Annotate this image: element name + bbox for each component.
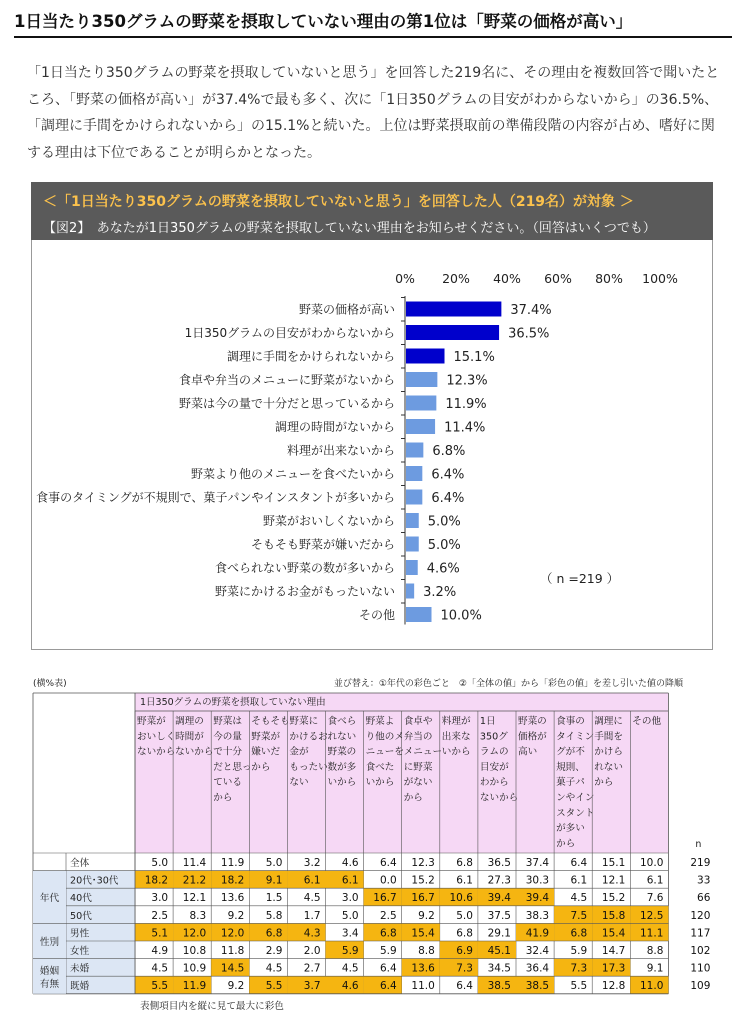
column-header-text: 数が多 [327,761,357,773]
bar [406,325,499,340]
table-cell: 6.1 [646,874,664,887]
table-cell: 9.2 [418,909,435,922]
column-header-text: グが不 [556,746,585,758]
table-cell: 38.3 [525,909,550,922]
table-cell: 5.5 [570,980,588,993]
data-label: 3.2% [423,585,457,600]
table-cell: 6.8 [456,927,473,940]
column-header-text: 料理が [441,716,471,727]
table-cell: 4.6 [341,857,359,869]
bar [406,513,419,528]
table-cell: 9.2 [227,909,245,922]
x-tick-label: 20% [442,271,470,286]
table-cell: 3.7 [303,980,321,993]
figure-target: ＜「1日当たり350グラムの野菜を摂取していないと思う」を回答した人（219名）が対象 ＞ [43,194,634,210]
column-header-text: その他 [632,716,662,727]
column-header-text: ンやイン [556,792,595,804]
table-cell: 39.4 [525,892,550,905]
table-cell: 9.2 [227,980,245,993]
n-cell: 117 [690,927,711,940]
column-header-text: に野菜 [403,761,433,773]
table-cell: 5.0 [151,857,169,869]
table-cell: 11.9 [182,980,207,993]
x-tick-label: 60% [544,271,572,286]
column-header-text: ラムの [479,746,509,758]
category-label: その他 [358,608,395,622]
table-cell: 7.3 [456,962,473,975]
category-label: 調理に手間をかけられないから [226,349,395,364]
column-header-text: 1日 [479,716,496,727]
table-group-header: 1日350グラムの野菜を摂取していない理由 [140,697,326,708]
table-cell: 6.1 [341,874,359,887]
category-label: 野菜より他のメニューを食べたいから [190,467,395,481]
column-header-text: 食べた [365,761,395,773]
bar [406,537,419,552]
table-cell: 37.5 [487,909,511,922]
data-label: 11.4% [444,420,486,436]
column-header-text: で十分 [213,746,242,758]
column-header-text: 今の量 [213,731,242,743]
table-cell: 2.7 [303,962,321,975]
table-cell: 38.5 [487,980,511,993]
table-cell: 6.8 [570,927,588,940]
table-cell: 11.4 [182,857,207,869]
table-cell: 41.9 [525,927,550,940]
table-cell: 12.0 [220,927,245,940]
group-label: 性別 [39,937,60,948]
bar [406,607,432,622]
column-header-text: から [403,792,423,804]
row-label: 男性 [70,928,90,940]
table-cell: 15.2 [411,874,435,887]
table-cell: 30.3 [525,874,550,887]
column-header-text: から [251,761,271,773]
column-header-text: 調理の [175,716,204,727]
column-header-text: 金が [289,746,309,758]
table-cell: 6.9 [456,945,473,957]
table-cell: 36.5 [487,857,511,869]
table-cell: 16.7 [373,892,397,905]
bar [406,372,437,387]
table-cell: 18.2 [220,874,245,887]
table-cell: 10.8 [182,945,207,957]
unit-note: (横%表) [33,679,67,689]
table-cell: 12.1 [182,892,207,905]
data-label: 6.4% [431,467,465,483]
column-header-text: 高い [518,746,538,758]
table-cell: 12.8 [601,980,626,993]
table-cell: 7.6 [646,892,664,905]
table-cell: 8.3 [189,909,207,922]
table-cell: 6.8 [379,927,397,940]
table-cell: 5.5 [151,980,169,993]
table-cell: 2.9 [265,945,283,957]
column-header-text: 価格が [518,731,547,743]
table-cell: 5.0 [341,909,359,922]
table-cell: 12.3 [411,857,435,869]
column-header-text: ニューを [365,746,404,758]
table-cell: 45.1 [487,945,511,957]
table-cell: 2.5 [379,909,397,922]
column-header-text: いから [365,777,395,789]
column-header-text: いから [327,777,357,789]
table-cell: 12.5 [640,909,664,922]
column-header-text: 調理に [594,716,623,727]
table-cell: 5.0 [456,909,473,922]
column-header-text: 野菜は [213,716,242,727]
data-label: 10.0% [440,608,482,624]
table-cell: 32.4 [525,945,550,957]
n-note: （ n =219 ） [540,571,620,586]
table-cell: 8.8 [646,945,664,957]
sort-note: 並び替え：①年代の彩色ごと ②「全体の値」から「彩色の値」を差し引いた値の降順 [333,679,683,689]
category-label: 野菜がおいしくないから [262,514,395,528]
column-header-text: だと思っ [213,761,252,773]
bar [406,396,436,411]
table-cell: 6.4 [570,857,588,869]
column-header-text: がない [403,777,433,789]
group-label: 年代 [39,893,60,904]
column-header-text: おいしく [137,731,176,743]
category-label: 野菜は今の量で十分だと思っているから [178,396,395,411]
table-cell: 12.0 [182,927,207,940]
table-cell: 11.9 [220,857,245,869]
table-cell: 39.4 [487,892,511,905]
category-label: 調理の時間がないから [274,420,395,434]
table-cell: 4.5 [341,962,359,975]
n-cell: 66 [697,892,711,905]
headline: 1日当たり350グラムの野菜を摂取していない理由の第1位は「野菜の価格が高い」 [14,8,732,38]
column-header-text: が多い [556,823,585,835]
category-label: 野菜にかけるお金がもったいない [214,584,395,599]
table-cell: 4.6 [341,980,359,993]
column-header-text: 目安が [479,761,509,773]
data-label: 11.9% [445,397,487,412]
table-cell: 4.3 [303,927,321,940]
table-cell: 7.3 [570,962,588,975]
bar [406,443,423,458]
column-header-text: わから [479,777,509,789]
table-cell: 1.5 [265,892,283,905]
table-cell: 5.0 [265,857,283,869]
column-header-text: 手間を [594,731,623,743]
data-label: 15.1% [453,350,495,365]
column-header-text: 弁当の [403,731,433,743]
column-header-text: 野菜よ [365,716,395,727]
table-cell: 15.4 [411,927,435,940]
category-label: そもそも野菜が嫌いだから [250,537,395,552]
column-header-text: 野菜の [518,716,547,727]
table-cell: 2.5 [151,909,169,922]
data-label: 5.0% [427,538,461,553]
table-cell: 13.6 [411,962,435,975]
x-tick-label: 40% [493,271,521,286]
data-label: 4.6% [426,561,460,577]
column-header-text: ないから [137,746,176,758]
column-header-text: れない [594,761,623,773]
table-cell: 3.2 [303,857,321,869]
column-header-text: から [556,838,576,850]
bar [406,466,422,481]
bar [406,302,501,317]
n-cell: 219 [690,857,711,869]
row-label: 全体 [70,858,90,869]
bar [406,349,445,364]
n-cell: 120 [690,909,711,922]
table-cell: 6.4 [379,857,397,869]
bar [406,584,414,599]
group-label: 婚姻 [39,966,60,978]
column-header-text: 食事の [556,716,585,727]
table-cell: 18.2 [144,874,169,887]
x-tick-label: 100% [642,271,678,286]
table-cell: 4.9 [151,945,169,957]
table-cell: 36.4 [525,962,550,975]
category-label: 1日350グラムの目安がわからないから [184,326,395,340]
table-cell: 9.1 [265,874,283,887]
table-cell: 4.5 [265,962,283,975]
n-column-header: n [695,839,702,850]
n-cell: 102 [690,945,711,957]
row-label: 40代 [70,893,92,905]
n-cell: 109 [690,980,711,993]
data-label: 37.4% [510,303,552,318]
table-cell: 3.0 [151,892,169,905]
column-header-text: から [213,792,233,804]
column-header-text: 嫌いだ [251,746,281,758]
table-cell: 38.5 [525,980,550,993]
table-cell: 1.7 [303,909,321,922]
table-cell: 21.2 [182,874,207,887]
column-header-text: ない [289,777,309,789]
table-cell: 4.5 [570,892,588,905]
table-cell: 6.4 [379,962,397,975]
column-header-text: 350グ [479,731,508,743]
table-cell: 11.0 [640,980,664,993]
table-cell: 34.5 [487,962,511,975]
table-cell: 5.9 [570,945,588,957]
table-cell: 9.1 [646,962,664,975]
table-cell: 29.1 [487,927,511,940]
column-header-text: れない [327,731,357,743]
column-header-text: 菓子パ [556,777,585,789]
column-header-text: ないから [175,746,214,758]
table-cell: 6.8 [456,857,473,869]
row-label: 女性 [70,946,90,957]
table-cell: 4.5 [151,962,169,975]
table-cell: 10.0 [640,857,664,869]
table-cell: 6.8 [265,927,283,940]
table-cell: 10.9 [182,962,207,975]
column-header-text: いから [441,746,471,758]
column-header-text: 食べら [327,716,357,727]
table-cell: 15.8 [601,909,626,922]
column-header-text: 野菜が [137,716,166,727]
column-header-text: 野菜が [251,731,281,743]
category-label: 食べられない野菜の数が多いから [214,561,395,575]
bar [406,490,422,505]
table-cell: 15.2 [601,892,626,905]
table-cell: 14.5 [220,962,245,975]
table-cell: 6.1 [456,874,473,887]
data-label: 5.0% [427,514,461,530]
column-header-text: 野菜に [289,716,319,727]
table-cell: 2.0 [303,945,321,957]
column-header-text: 出来な [441,731,471,743]
table-cell: 6.1 [570,874,588,887]
table-cell: 17.3 [601,962,626,975]
table-cell: 14.7 [601,945,626,957]
table-cell: 3.4 [341,927,359,940]
figure-question: 【図2】 あなたが1日350グラムの野菜を摂取していない理由をお知らせください。（回答はいくつでも） [43,221,656,236]
column-header-text: もったい [289,761,328,773]
column-header-text: タイミン [556,731,595,743]
table-cell: 13.6 [220,892,245,905]
column-header-text: ている [213,777,242,789]
data-label: 12.3% [446,373,488,389]
row-label: 50代 [70,910,92,922]
table-cell: 11.8 [220,945,245,957]
category-label: 食事のタイミングが不規則で、菓子パンやインスタントが多いから [36,490,395,505]
column-header-text: かけるお [289,731,328,743]
column-header-text: そもそも [251,716,290,727]
bar [406,419,435,434]
table-cell: 5.9 [341,945,359,957]
table-cell: 4.5 [303,892,321,905]
table-cell: 7.5 [570,909,588,922]
table-cell: 12.1 [601,874,626,887]
table-cell: 8.8 [418,945,435,957]
data-label: 36.5% [508,326,550,342]
column-header-text: から [594,777,614,789]
data-label: 6.4% [431,491,465,506]
table-cell: 5.9 [379,945,397,957]
row-label: 20代･30代 [70,875,119,887]
group-label: 有無 [39,979,60,991]
table-cell: 5.5 [265,980,283,993]
column-header-text: り他のメ [365,731,404,743]
n-cell: 110 [690,962,711,975]
x-tick-label: 0% [395,271,415,286]
category-label: 野菜の価格が高い [298,302,395,317]
column-header-text: 時間が [175,731,204,743]
table-cell: 3.0 [341,892,359,905]
table-cell: 6.4 [456,980,473,993]
column-header-text: ないから [479,792,519,804]
category-label: 料理が出来ないから [286,443,395,458]
column-header-text: 規則、 [556,761,585,773]
table-cell: 5.8 [265,909,283,922]
table-cell: 5.1 [151,927,169,940]
table-cell: 15.4 [601,927,626,940]
table-cell: 27.3 [487,874,511,887]
column-header-text: 野菜の [327,746,357,758]
n-cell: 33 [697,874,711,887]
summary-paragraph: 「1日当たり350グラムの野菜を摂取していないと思う」を回答した219名に、その理由を複数回答で聞いたところ、「野菜の価格が高い」が37.4%で最も多く、次に「1日350グラムの目安がわからないから」の36.5%、「調理に手間をかけられないから」の15.1%と続いた。上位は野菜摂取前の準備段階の内容が占め、嗜好に関する理由は下位であることが明らかとなった。 [27,65,720,161]
row-label: 未婚 [70,963,90,975]
table-cell: 37.4 [525,857,550,869]
category-label: 食卓や弁当のメニューに野菜がないから [178,373,395,387]
x-tick-label: 80% [595,271,623,286]
column-header-text: スタント [556,807,595,819]
table-cell: 16.7 [411,892,435,905]
bar [406,560,418,575]
column-header-text: かけら [594,746,623,758]
column-header-text: メニュー [403,746,443,758]
table-cell: 11.0 [411,980,435,993]
table-cell: 6.4 [379,980,397,993]
table-cell: 0.0 [379,874,397,887]
table-cell: 15.1 [601,857,626,869]
table-cell: 11.1 [640,927,664,940]
table-footnote: 表側項目内を縦に見て最大に彩色 [140,1000,284,1012]
table-cell: 6.1 [303,874,321,887]
data-label: 6.8% [432,444,466,459]
column-header-text: 食卓や [403,716,433,727]
table-cell: 10.6 [449,892,473,905]
row-label: 既婚 [70,981,90,993]
